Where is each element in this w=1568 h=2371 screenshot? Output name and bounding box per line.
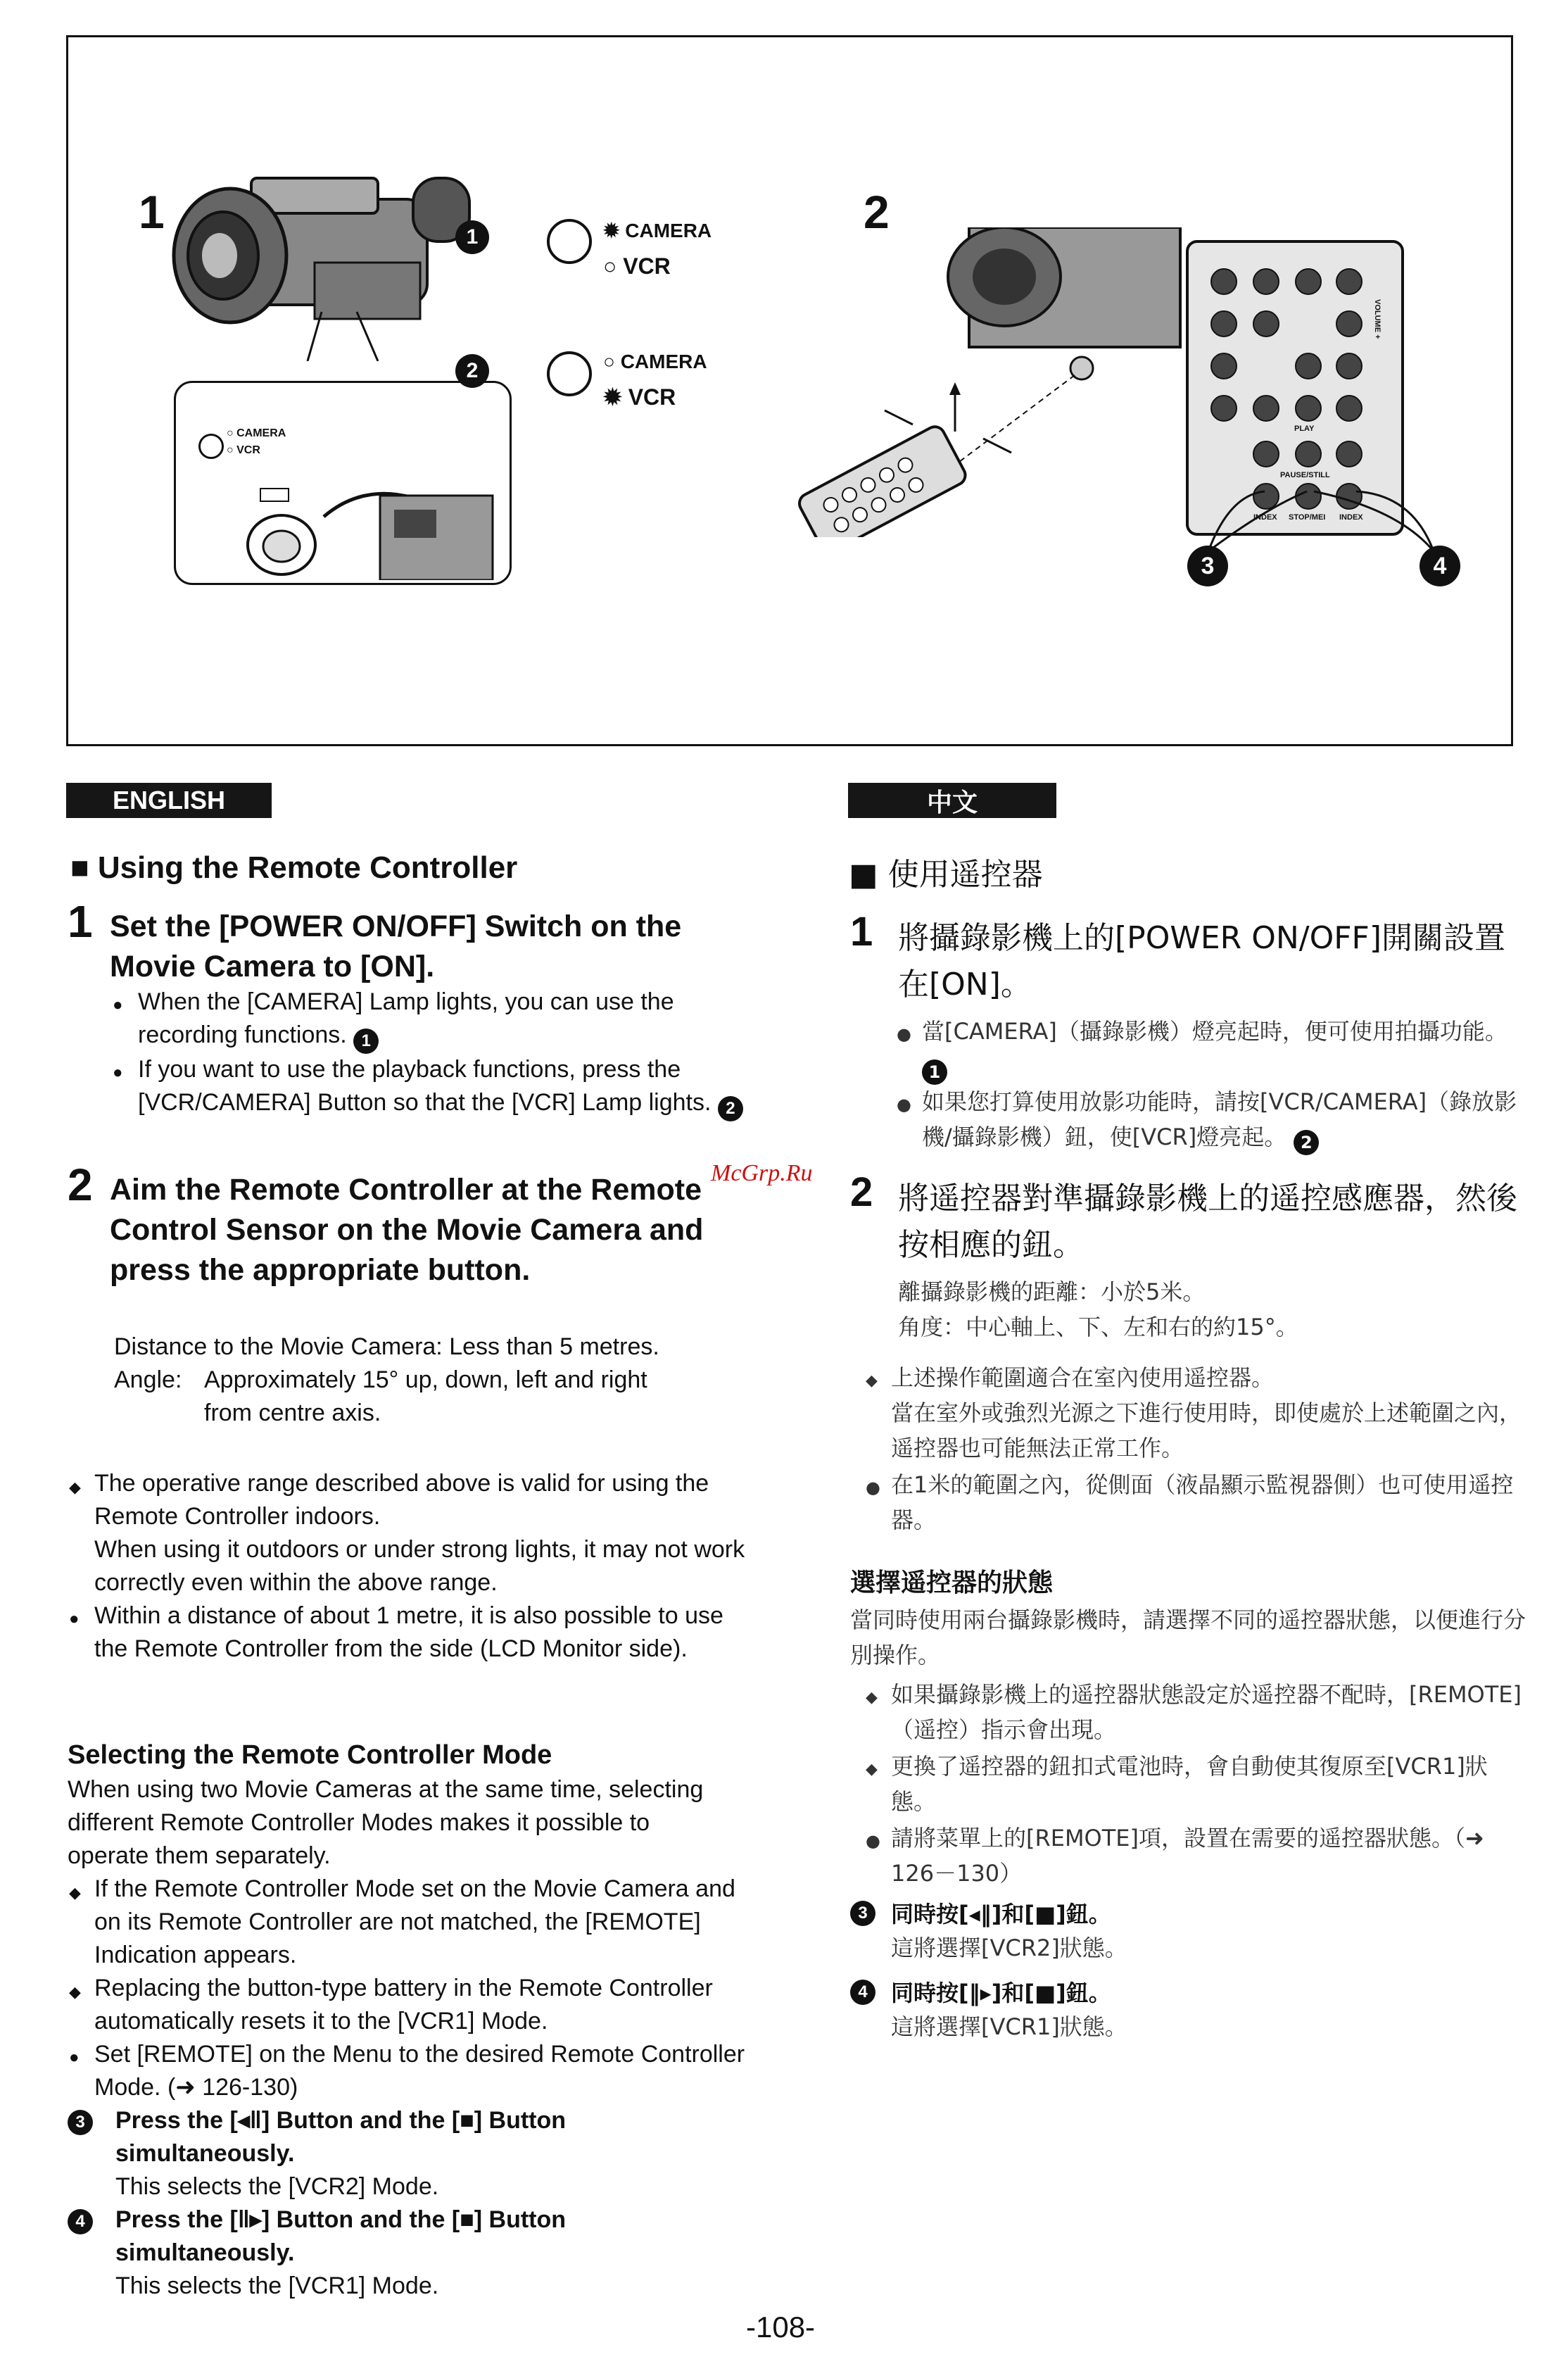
en-step2-angle: Approximately 15° up, down, left and right [204,1366,647,1393]
remote-volume-label: VOLUME + [1373,299,1382,339]
circled-1-icon: 1 [353,1029,379,1054]
illustration-frame [66,35,1513,746]
en-mode-bullet3: ● Set [REMOTE] on the Menu to the desired Remote Controller Mode. (➜ 126-130) [94,2038,756,2104]
ind2-camera-off: ○ CAMERA [603,351,707,372]
zh-square-bullet-icon [849,857,878,893]
en-mode-bullet1: ◆ If the Remote Controller Mode set on the Movie Camera and on its Remote Controller are not matched, the [REMOTE] Indication appears. [94,1873,756,1972]
power-switch-illustration [218,482,500,580]
zh-step1-title: 將攝錄影機上的[POWER ON/OFF]開關設置在[ON]。 [898,920,1505,1002]
zh-step1-bullet1: ● 當[CAMERA]（攝錄影機）燈亮起時，便可使用拍攝功能。 1 [922,1014,1527,1085]
zh-mode-bullet2: ◆ 更換了遥控器的鈕扣式電池時，會自動使其復原至[VCR1]狀態。 [891,1749,1524,1819]
callout-2-icon: 2 [455,354,489,388]
lamp-button-1 [547,219,592,264]
en-step1-bullet1: ● When the [CAMERA] Lamp lights, you can use the recording functions. 1 [138,986,743,1054]
zh-mode-bullet3: ● 請將菜單上的[REMOTE]項，設置在需要的遥控器狀態。（➜ 126－130） [891,1820,1524,1891]
inset-lamp-button [198,434,224,459]
zh-mode-press4-result: 這將選擇[VCR1]狀態。 [891,2013,1127,2040]
zh-step1-number: 1 [850,909,873,955]
inset-vcr-label: ○ VCR [227,444,260,456]
camcorder-illustration [146,157,512,361]
zh-mode-press3-result: 這將選擇[VCR2]狀態。 [891,1935,1127,1961]
en-mode-press4-result: This selects the [VCR1] Mode. [115,2272,439,2299]
zh-step2-distance: 離攝錄影機的距離：小於5米。 [898,1278,1206,1305]
ind2-vcr-lit: ✹ VCR [603,384,676,410]
zh-circled-2-icon: 2 [1294,1130,1319,1155]
zh-step2-angle: 角度：中心軸上、下、左和右的約15°。 [898,1314,1298,1340]
en-step2-number: 2 [68,1159,93,1210]
en-note-range: ◆ The operative range described above is valid for using the Remote Controller indoors. When using it outdoors or under strong lights, it may not work correctly even within the above range. [94,1467,756,1599]
remote-stop-label: STOP/MEI [1289,513,1326,522]
chinese-heading: ■ 使用遥控器 [849,849,1043,894]
en-mode-title: Selecting the Remote Controller Mode [68,1740,552,1770]
en-mode-press4: Press the [‖▸] Button and the [■] Button simultaneously. [115,2206,567,2266]
en-mode-press3-result: This selects the [VCR2] Mode. [115,2173,439,2200]
en-step1-number: 1 [68,896,93,947]
square-bullet-icon [70,850,89,885]
en-mode-press3: Press the [◂‖] Button and the [■] Button simultaneously. [115,2107,567,2167]
zh-mode-title: 選擇遥控器的狀態 [850,1568,1054,1597]
zh-mode-press3: 同時按[◂‖]和[■]鈕。 [891,1901,1111,1927]
inset-camera-label: ○ CAMERA [227,427,286,439]
zh-note-range: ◆ 上述操作範圍適合在室內使用遥控器。 當在室外或強烈光源之下進行使用時，即使處於上述範圍之內，遥控器也可能無法正常工作。 [891,1360,1524,1466]
zh-mode-bullet1: ◆ 如果攝錄影機上的遥控器狀態設定於遥控器不配時，[REMOTE]（遥控）指示會出現。 [891,1677,1524,1747]
callout-4-icon: 4 [1420,546,1460,586]
zh-circled-1-icon: 1 [922,1059,947,1085]
en-step1-title: Set the [POWER ON/OFF] Switch on the Movie Camera to [ON]. [110,910,682,983]
remote-index-right-label: INDEX [1339,513,1363,522]
zh-mode-intro: 當同時使用兩台攝錄影機時，請選擇不同的遥控器狀態，以便進行分別操作。 [850,1606,1526,1668]
ind1-camera-lit: ✹ CAMERA [603,220,712,241]
english-heading: ■ Using the Remote Controller [70,850,517,886]
inset-detail [174,381,512,585]
zh-circled-3-icon: 3 [850,1901,875,1926]
remote-play-label: PLAY [1294,424,1315,433]
en-step2-angle-axis: from centre axis. [204,1400,381,1426]
en-circled-4-icon: 4 [68,2209,93,2234]
callout-3-icon: 3 [1187,546,1228,586]
watermark: McGrp.Ru [711,1160,813,1186]
circled-2-icon: 2 [718,1096,743,1121]
chinese-tab: 中文 [848,783,1056,818]
lamp-button-2 [547,351,592,396]
page-number: -108- [746,2310,816,2344]
zh-step2-title: 將遥控器對準攝錄影機上的遥控感應器，然後按相應的鈕。 [898,1181,1517,1263]
zh-circled-4-icon: 4 [850,1980,875,2005]
en-mode-bullet2: ◆ Replacing the button-type battery in the Remote Controller automatically resets it to the [VCR1] Mode. [94,1972,756,2038]
en-step2-title: Aim the Remote Controller at the Remote Control Sensor on the Movie Camera and press the appropriate button. [110,1173,704,1287]
english-tab: ENGLISH [66,783,272,818]
zh-step1-bullet2: ● 如果您打算使用放影功能時，請按[VCR/CAMERA]（錄放影機/攝錄影機）鈕，使[VCR]燈亮起。 2 [922,1084,1527,1155]
zh-step2-number: 2 [850,1169,873,1215]
en-mode-intro: When using two Movie Cameras at the same time, selecting different Remote Controller Modes makes it possible to operate them separately. [68,1776,704,1869]
zh-note-side: ● 在1米的範圍之內，從側面（液晶顯示監視器側）也可使用遥控器。 [891,1467,1524,1537]
en-step2-angle-label: Angle: [114,1366,182,1393]
callout-1-icon: 1 [455,220,489,254]
en-step2-distance: Distance to the Movie Camera: Less than 5 metres. [114,1333,659,1360]
remote-pause-label: PAUSE/STILL [1280,471,1330,479]
en-circled-3-icon: 3 [68,2110,93,2135]
ind1-vcr-off: ○ VCR [603,253,671,279]
en-step1-bullet2: ● If you want to use the playback functions, press the [VCR/CAMERA] Button so that the [VCR] Lamp lights. 2 [138,1053,757,1121]
figure-step-2-label: 2 [864,186,890,238]
callout-lines [1124,474,1518,600]
remote-index-left-label: INDEX [1253,513,1277,522]
figure-step-1-label: 1 [139,186,165,238]
zh-mode-press4: 同時按[‖▸]和[■]鈕。 [891,1980,1111,2006]
en-note-side: ● Within a distance of about 1 metre, it is also possible to use the Remote Controller from the side (LCD Monitor side). [94,1599,756,1666]
